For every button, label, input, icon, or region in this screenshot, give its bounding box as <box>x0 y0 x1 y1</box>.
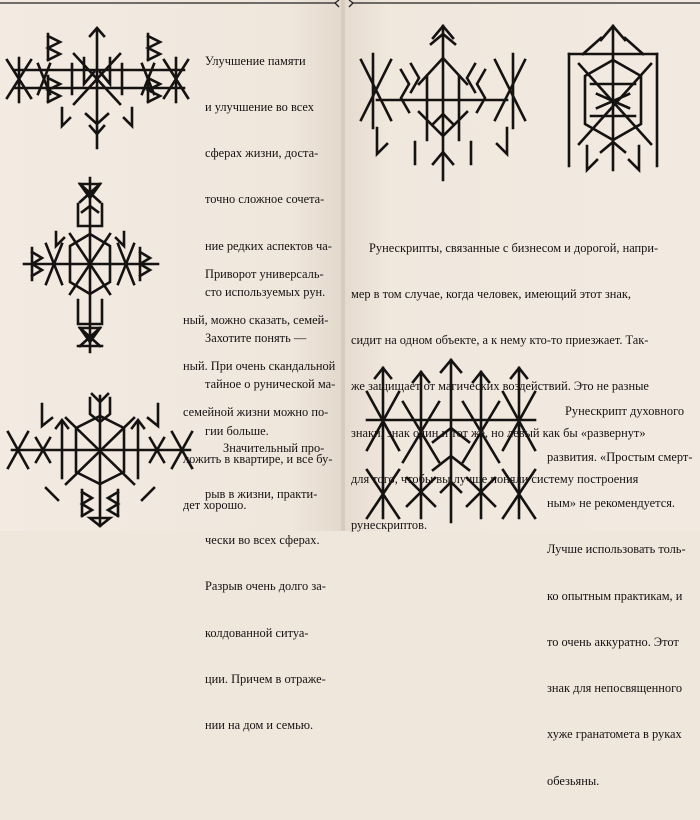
text-line: знак для непосвященного <box>547 681 683 696</box>
text-line: хуже гранатомета в руках <box>547 727 682 742</box>
rune-business-road-compact <box>565 24 665 174</box>
text-line: чески во всех сферах. <box>205 533 320 548</box>
text-line: Лучше использовать толь- <box>547 542 686 557</box>
text-line: ным» не рекомендуется. <box>547 496 676 511</box>
text-line: тайное о рунической ма- <box>205 377 336 392</box>
text-line: сферах жизни, доста- <box>205 146 319 161</box>
text-line: для того, чтобы вы лучше поняли систему построения <box>351 471 639 486</box>
left-page <box>0 0 343 733</box>
text-line: то очень аккуратно. Этот <box>547 634 679 649</box>
text-line: знаки, знак один и тот же, но левый как бы «развернут» <box>351 425 646 440</box>
text-line: сто используемых рун. <box>205 284 326 299</box>
text-line: ко опытным практикам, и <box>547 588 683 603</box>
text-line: колдованной ситуа- <box>205 625 309 640</box>
text-line: ложить в квартире, и все бу- <box>183 451 333 466</box>
text-line: ный. При очень скандальной <box>183 359 336 374</box>
text-line: гии больше. <box>205 423 269 438</box>
text-line: Рунескрипты, связанные с бизнесом и дорогой, напри- <box>369 240 659 255</box>
text-line: Разрыв очень долго за- <box>205 579 326 594</box>
text-line: нии на дом и семью. <box>205 718 314 733</box>
right-ornament <box>345 0 700 14</box>
text-line: Рунескрипт духовного <box>565 403 685 418</box>
text-spiritual-development <box>547 373 692 820</box>
text-line: семейной жизни можно по- <box>183 405 329 420</box>
text-line: Значительный про- <box>223 440 325 455</box>
text-line: и улучшение во всех <box>205 100 314 115</box>
text-line: Улучшение памяти <box>205 53 306 68</box>
text-line: рыв в жизни, практи- <box>205 487 318 502</box>
text-line: ние редких аспектов ча- <box>205 238 332 253</box>
text-line: же защищает от магических воздействий. Это не разные <box>351 379 649 394</box>
rune-business-road-unfolded <box>357 24 537 184</box>
rune-breakthrough <box>6 392 196 528</box>
rune-spiritual-development <box>363 358 543 526</box>
text-line: Захотите понять — <box>205 331 307 346</box>
text-line: ции. Причем в отраже- <box>205 671 326 686</box>
text-line: мер в том случае, когда человек, имеющий этот знак, <box>351 287 631 302</box>
text-line: развития. «Простым смерт- <box>547 450 693 465</box>
text-breakthrough <box>205 410 326 764</box>
text-line: дет хорошо. <box>183 497 247 512</box>
rune-memory-improvement <box>4 24 194 149</box>
text-line: Приворот универсаль- <box>205 266 324 281</box>
text-line: рунескриптов. <box>351 518 428 533</box>
text-line: точно сложное сочета- <box>205 192 325 207</box>
rune-love-spell <box>22 176 162 354</box>
text-line: обезьяны. <box>547 773 600 788</box>
text-line: ный, можно сказать, семей- <box>183 313 329 328</box>
right-page <box>345 0 700 788</box>
left-ornament <box>0 0 343 14</box>
text-line: сидит на одном объекте, а к нему кто-то приезжает. Так- <box>351 333 649 348</box>
